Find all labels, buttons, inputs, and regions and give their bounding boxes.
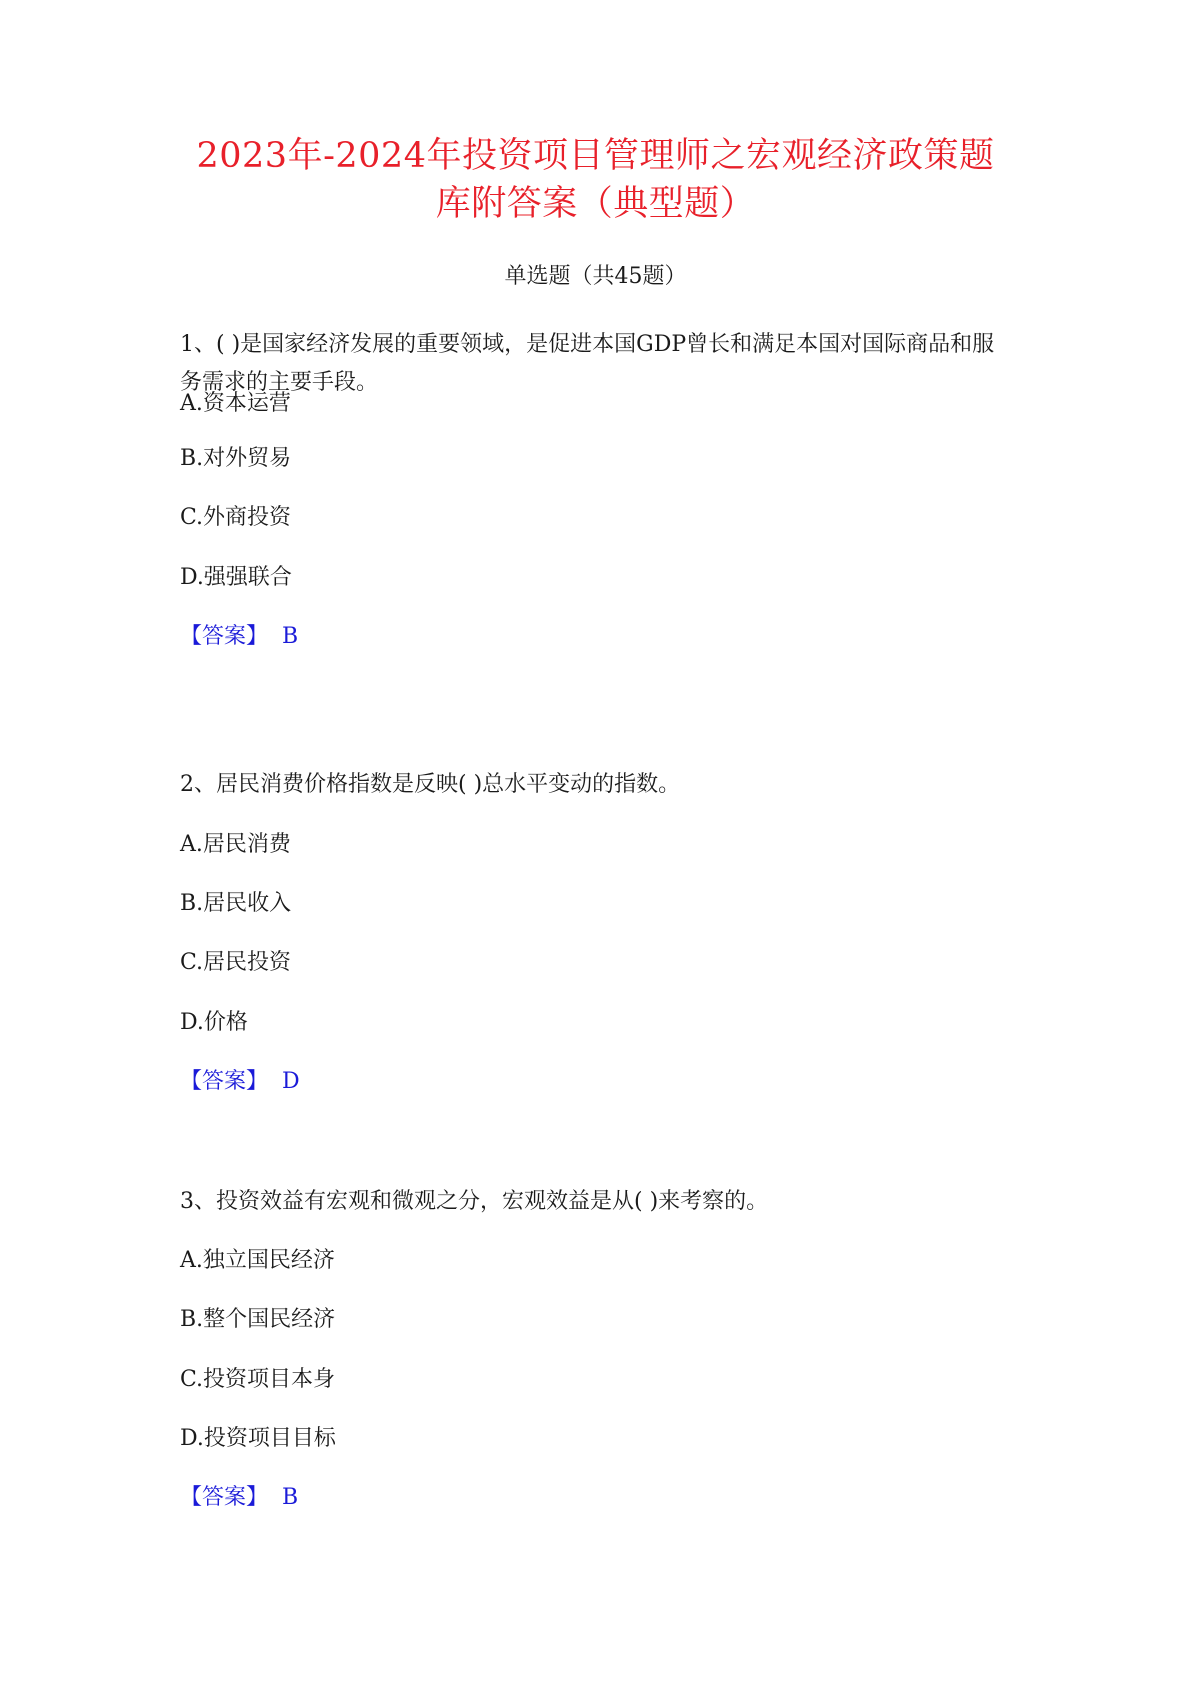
question-1-option-b: B.对外贸易 [180, 446, 292, 471]
answer-value: B [282, 1485, 299, 1510]
question-1-stem: 1、( )是国家经济发展的重要领域，是促进本国GDP曾长和满足本国对国际商品和服务需求的主要手段。 [180, 332, 995, 395]
question-3-stem: 3、投资效益有宏观和微观之分，宏观效益是从( )来考察的。 [180, 1189, 769, 1214]
question-2-option-d: D.价格 [180, 1010, 248, 1035]
answer-label: 【答案】 [180, 624, 269, 649]
question-3-answer [180, 1483, 298, 1513]
question-2-stem: 2、居民消费价格指数是反映( )总水平变动的指数。 [180, 772, 681, 797]
document-title [150, 132, 1041, 228]
title-line-2: 库附答案（典型题） [435, 184, 756, 224]
question-1-option-c: C.外商投资 [180, 505, 292, 530]
question-3-option-d: D.投资项目目标 [180, 1426, 336, 1451]
answer-value: D [282, 1069, 300, 1094]
question-2-option-b: B.居民收入 [180, 891, 292, 916]
question-2-answer [180, 1067, 300, 1097]
answer-label: 【答案】 [180, 1485, 269, 1510]
question-2-option-c: C.居民投资 [180, 950, 292, 975]
question-3-option-c: C.投资项目本身 [180, 1367, 336, 1392]
question-1-answer [180, 622, 298, 652]
title-line-1: 2023年-2024年投资项目管理师之宏观经济政策题 [196, 136, 995, 176]
section-heading: 单选题（共45题） [504, 264, 687, 289]
answer-label: 【答案】 [180, 1069, 269, 1094]
question-3-option-a: A.独立国民经济 [180, 1248, 335, 1273]
answer-value: B [282, 624, 299, 649]
question-3-option-b: B.整个国民经济 [180, 1307, 336, 1332]
question-1-option-a: A.资本运营 [180, 391, 291, 416]
question-2-option-a: A.居民消费 [180, 832, 291, 857]
question-1-option-d: D.强强联合 [180, 565, 292, 590]
